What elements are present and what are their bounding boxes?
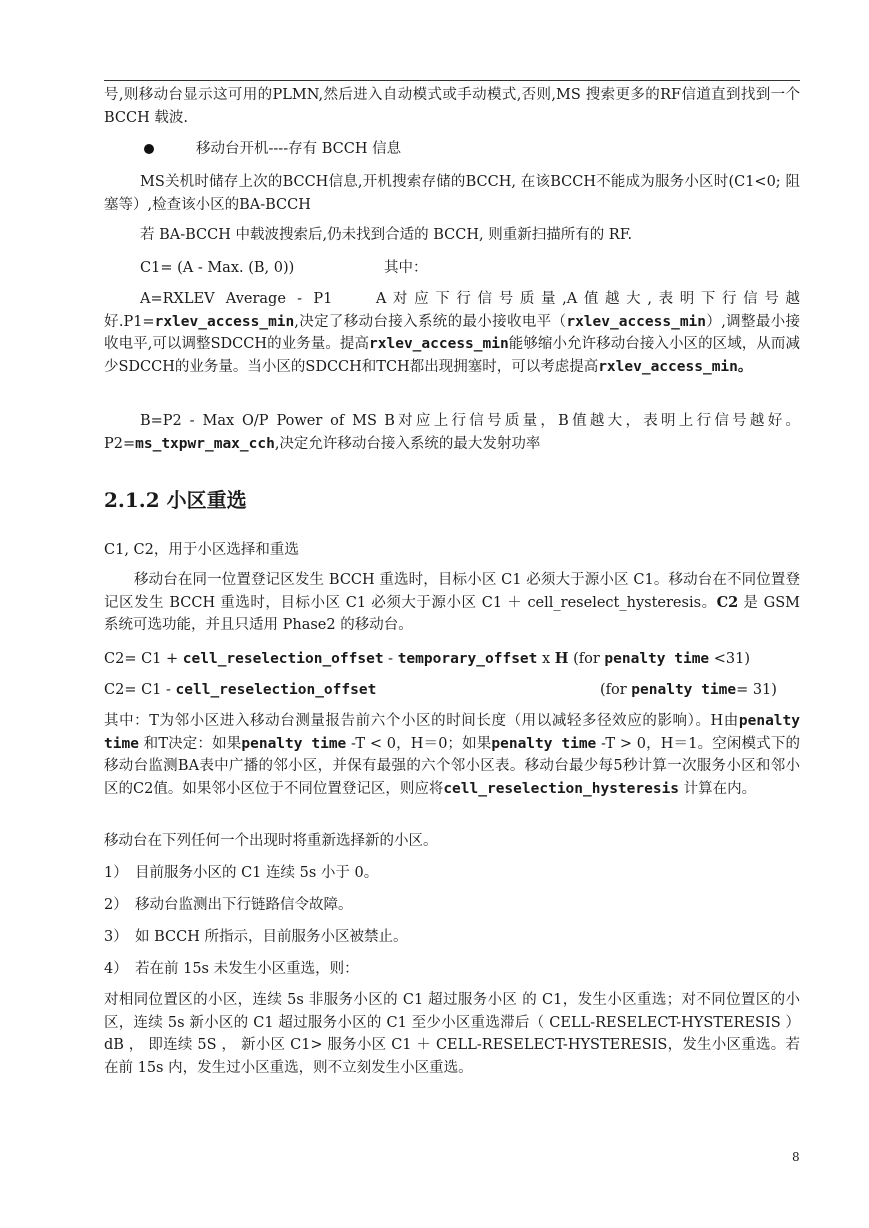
text-span: ）,调整最小接收电平,可以调整SDCCH的业务量。提高 — [104, 313, 801, 352]
paragraph-reselection — [104, 569, 800, 637]
paragraph-reselect-conditions: 移动台在下列任何一个出现时将重新选择新的小区。 — [104, 833, 438, 849]
bullet-icon — [144, 144, 154, 154]
paragraph-t-h-definition — [104, 710, 800, 800]
param-penalty-time: penalty time — [104, 713, 800, 752]
param-penalty-time: penalty time — [631, 682, 737, 698]
param-rxlev-access-min: rxlev_access_min — [154, 313, 295, 330]
paragraph-a-definition — [104, 288, 800, 378]
list-item-number: 2） — [104, 897, 128, 913]
section-heading: 2.1.2 小区重选 — [104, 488, 247, 512]
text-span: C2= C1 + — [104, 651, 183, 667]
param-temporary-offset: temporary_offset — [397, 651, 538, 667]
paragraph-location-area: 对相同位置区的小区，连续 5s 非服务小区的 C1 超过服务小区 的 C1，发生小区重选；对不同位置区的小区，连续 5s 新小区的 C1 超过服务小区的 C1 至少小区重选滞后（ CELL-RESELECT-HYSTERESIS ） dB ， 即连续 5S ， 新小区 C1> 服务小区 C1 ＋ CELL-RESELECT-HYSTERESIS，发生小区重选。若在前 15s 内，发生过小区重选，则不立刻发生小区重选。 — [104, 992, 800, 1076]
param-cell-reselection-hysteresis: cell_reselection_hysteresis — [443, 780, 680, 797]
paragraph-c1-c2: C1, C2，用于小区选择和重选 — [104, 542, 299, 558]
list-item-number: 1） — [104, 865, 128, 881]
text-span: B对应上行信号质量，B值越大，表明上行信号越好。P2= — [104, 413, 800, 452]
text-span: -T > 0，H＝1。空闲模式下的移动台监测BA表中广播的邻小区，并保有最强的六个邻小区表。移动台最少每5秒计算一次服务小区和邻小区的C2值。如果邻小区位于不同位置登记区，则应将 — [104, 735, 800, 797]
formula-c2-equal-31-condition — [600, 679, 800, 702]
paragraph-ms-shutdown: MS关机时储存上次的BCCH信息,开机搜索存储的BCCH, 在该BCCH不能成为服务小区时(C1<0; 阻塞等）,检查该小区的BA-BCCH — [104, 174, 800, 213]
text-span: 其中：T为邻小区进入移动台测量报告前六个小区的时间长度（用以减轻多径效应的影响）。H由 — [104, 713, 739, 729]
text-span-bold: H — [554, 650, 569, 667]
list-item-text: 移动台监测出下行链路信令故障。 — [134, 897, 353, 913]
list-item-number: 3） — [104, 929, 128, 945]
text-span: 移动台在同一位置登记区发生 BCCH 重选时，目标小区 C1 必须大于源小区 C1。移动台在不同位置登记区发生 BCCH 重选时，目标小区 C1 必须大于源小区 C1 ＋ cell_reselect_hysteresis。 — [104, 572, 800, 611]
param-penalty-time: penalty time — [241, 735, 347, 752]
list-item-text: 如 BCCH 所指示，目前服务小区被禁止。 — [134, 929, 408, 945]
bullet-item-power-on: 移动台开机----存有 BCCH 信息 — [196, 141, 402, 157]
text-span: x — [537, 651, 555, 667]
text-span: - — [383, 651, 398, 667]
param-penalty-time: penalty time — [604, 651, 710, 667]
list-item — [104, 862, 800, 885]
formula-c2-equal-31 — [104, 679, 404, 702]
formula-c1: C1= (A - Max. (B, 0)) — [140, 260, 295, 276]
list-item-number: 4） — [104, 961, 128, 977]
paragraph-plmn: 号,则移动台显示这可用的PLMN,然后进入自动模式或手动模式,否则,MS 搜索更多的RF信道直到找到一个 BCCH 载波. — [104, 87, 800, 126]
paragraph-ba-bcch: 若 BA-BCCH 中载波搜索后,仍未找到合适的 BCCH, 则重新扫描所有的 RF. — [140, 227, 633, 243]
text-span: (for — [568, 651, 605, 667]
text-span: A=RXLEV Average - P1 — [140, 291, 333, 307]
text-span: 能够缩小允许移动台接入小区的区域，从而减少SDCCH的业务量。当小区的SDCCH和TCH都出现拥塞时，可以考虑提高 — [104, 336, 800, 375]
list-item-text: 目前服务小区的 C1 连续 5s 小于 0。 — [134, 865, 379, 881]
list-item — [104, 926, 800, 949]
text-span: 和T决定：如果 — [138, 735, 242, 752]
text-span: -T < 0，H＝0；如果 — [346, 735, 492, 752]
param-cell-reselection-offset: cell_reselection_offset — [175, 682, 377, 698]
list-item — [104, 894, 800, 917]
param-rxlev-access-min: rxlev_access_min — [566, 313, 707, 330]
text-span: 计算在内。 — [679, 780, 757, 797]
text-span: ,决定允许移动台接入系统的最大发射功率 — [274, 435, 541, 452]
text-span: = 31) — [736, 682, 777, 698]
text-span: A对应下行信号质量,A值越大,表明下行信号越好.P1= — [104, 291, 800, 330]
text-span: C2= C1 - — [104, 682, 176, 698]
formula-c2-under-31 — [104, 648, 800, 671]
text-span: (for — [600, 682, 632, 698]
list-item-text: 若在前 15s 未发生小区重选，则： — [134, 961, 359, 977]
header-rule — [104, 80, 800, 81]
param-penalty-time: penalty time — [491, 735, 597, 752]
list-item — [104, 958, 800, 981]
text-span: B=P2 - Max O/P Power of MS — [140, 413, 377, 429]
text-span: <31) — [709, 651, 751, 667]
text-span: ,决定了移动台接入系统的最小接收电平（ — [294, 313, 567, 330]
text-span: 是 GSM 系统可选功能，并且只适用 Phase2 的移动台。 — [104, 594, 800, 633]
param-rxlev-access-min: rxlev_access_min — [369, 336, 509, 352]
page-number: 8 — [792, 1150, 800, 1164]
param-ms-txpwr-max-cch: ms_txpwr_max_cch — [135, 435, 275, 452]
param-cell-reselection-offset: cell_reselection_offset — [182, 651, 384, 667]
param-rxlev-access-min: rxlev_access_min。 — [598, 358, 753, 375]
formula-c1-note: 其中： — [384, 260, 428, 276]
text-span-bold: C2 — [716, 593, 739, 611]
paragraph-b-definition — [104, 410, 800, 455]
